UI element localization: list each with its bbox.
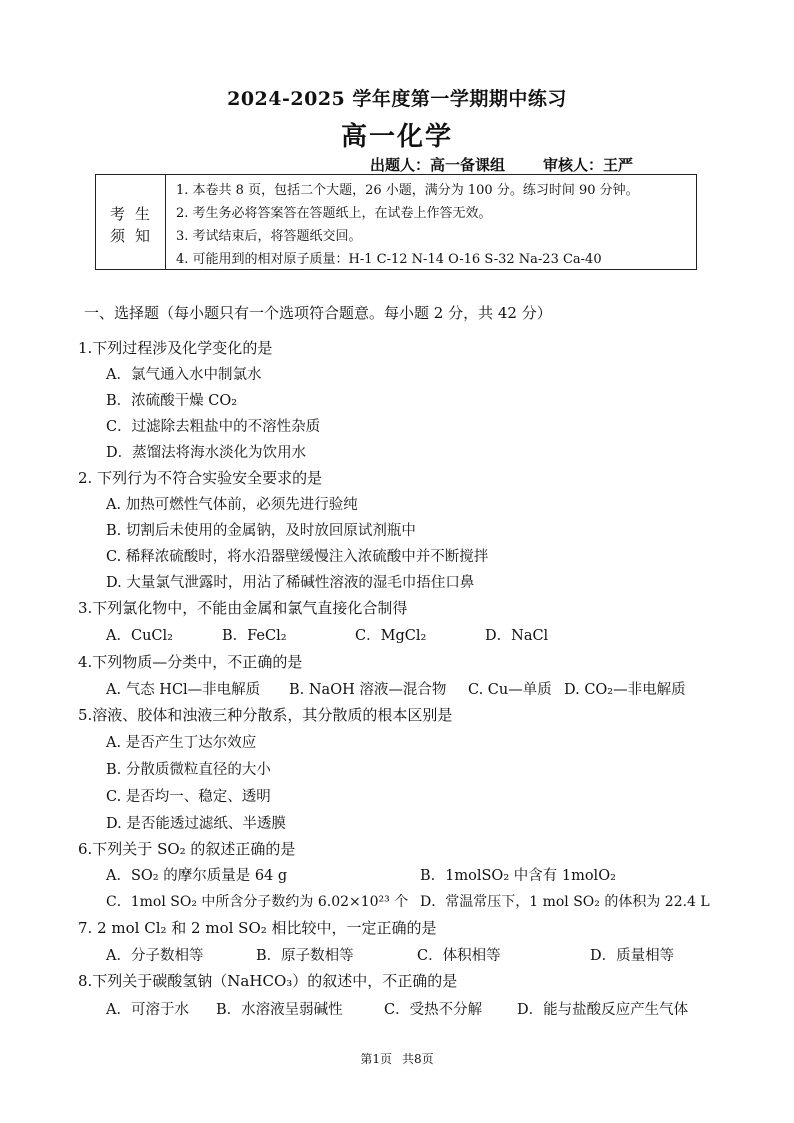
setter: 出题人：高一备课组 [370,156,506,174]
option: C. 是否均一、稳定、透明 [106,789,271,805]
option: C. Cu—单质 [468,682,552,698]
option: A．CuCl₂ [106,628,173,644]
question-stem: 6.下列关于 SO₂ 的叙述正确的是 [78,840,296,858]
option: D. CO₂—非电解质 [564,682,686,698]
option: B．1molSO₂ 中含有 1molO₂ [420,868,616,884]
option: B. 切割后未使用的金属钠，及时放回原试剂瓶中 [106,523,416,539]
option: A．可溶于水 [106,1002,189,1018]
notice-label-line2: 须知 [109,227,160,245]
reviewer: 审核人：王严 [543,156,634,174]
notice-item: 3. 考试结束后，将答题纸交回。 [176,229,362,244]
option: A．SO₂ 的摩尔质量是 64 g [106,868,288,884]
option: B. NaOH 溶液—混合物 [289,682,447,698]
subject-title: 高一化学 [340,122,453,152]
option: C．受热不分解 [384,1002,483,1018]
question-stem: 7. 2 mol Cl₂ 和 2 mol SO₂ 相比较中，一定正确的是 [78,919,437,937]
option: B. 分散质微粒直径的大小 [106,762,271,778]
notice-item: 2. 考生务必将答案答在答题纸上，在试卷上作答无效。 [176,206,492,221]
question-stem: 3.下列氯化物中，不能由金属和氯气直接化合制得 [78,599,408,617]
notice-item: 1. 本卷共 8 页，包括二个大题，26 小题，满分为 100 分。练习时间 90 分钟。 [176,183,639,198]
option: A．分子数相等 [106,948,204,964]
option: B．浓硫酸干燥 CO₂ [106,393,238,409]
question-stem: 1.下列过程涉及化学变化的是 [78,339,273,357]
option: C．过滤除去粗盐中的不溶性杂质 [106,419,321,435]
page-footer [0,1050,794,1067]
option: C. 稀释浓硫酸时，将水沿器壁缓慢注入浓硫酸中并不断搅拌 [106,549,489,565]
option: C．1mol SO₂ 中所含分子数约为 6.02×10²³ 个 [106,894,409,910]
question-stem: 8.下列关于碳酸氢钠（NaHCO₃）的叙述中，不正确的是 [78,972,458,990]
option: D．NaCl [485,628,549,644]
option: C．MgCl₂ [355,628,427,644]
option: B．原子数相等 [256,948,354,964]
question-stem: 4.下列物质—分类中，不正确的是 [78,653,303,671]
page-total: 共8页 [402,1052,434,1066]
exam-title: 2024-2025 学年度第一学期期中练习 [227,88,567,110]
option: A．氯气通入水中制氯水 [106,367,262,383]
option: B．FeCl₂ [222,628,287,644]
option: D. 大量氯气泄露时，用沾了稀碱性溶液的湿毛巾捂住口鼻 [106,575,475,591]
notice-item: 4. 可能用到的相对原子质量：H-1 C-12 N-14 O-16 S-32 Na-23 Ca-40 [176,252,602,267]
section-title: 一、选择题（每小题只有一个选项符合题意。每小题 2 分，共 42 分） [84,304,552,322]
notice-label-line1: 考生 [109,205,160,223]
authors-line [370,154,633,175]
option: C．体积相等 [417,948,501,964]
option: D．能与盐酸反应产生气体 [517,1002,689,1018]
notice-label [96,175,166,269]
option: A. 加热可燃性气体前，必须先进行验纯 [106,497,358,513]
option: A. 气态 HCl—非电解质 [106,682,261,698]
option: D．蒸馏法将海水淡化为饮用水 [106,445,307,461]
option: D. 是否能透过滤纸、半透膜 [106,816,286,832]
question-stem: 2. 下列行为不符合实验安全要求的是 [78,469,323,487]
option: B．水溶液呈弱碱性 [216,1002,343,1018]
option: D．质量相等 [590,948,675,964]
notice-list [176,179,690,271]
option: A. 是否产生丁达尔效应 [106,735,257,751]
page-number: 第1页 [360,1052,392,1066]
option: D．常温常压下，1 mol SO₂ 的体积为 22.4 L [420,894,710,910]
question-stem: 5.溶液、胶体和浊液三种分散系，其分散质的根本区别是 [78,706,453,724]
notice-box [95,174,697,270]
